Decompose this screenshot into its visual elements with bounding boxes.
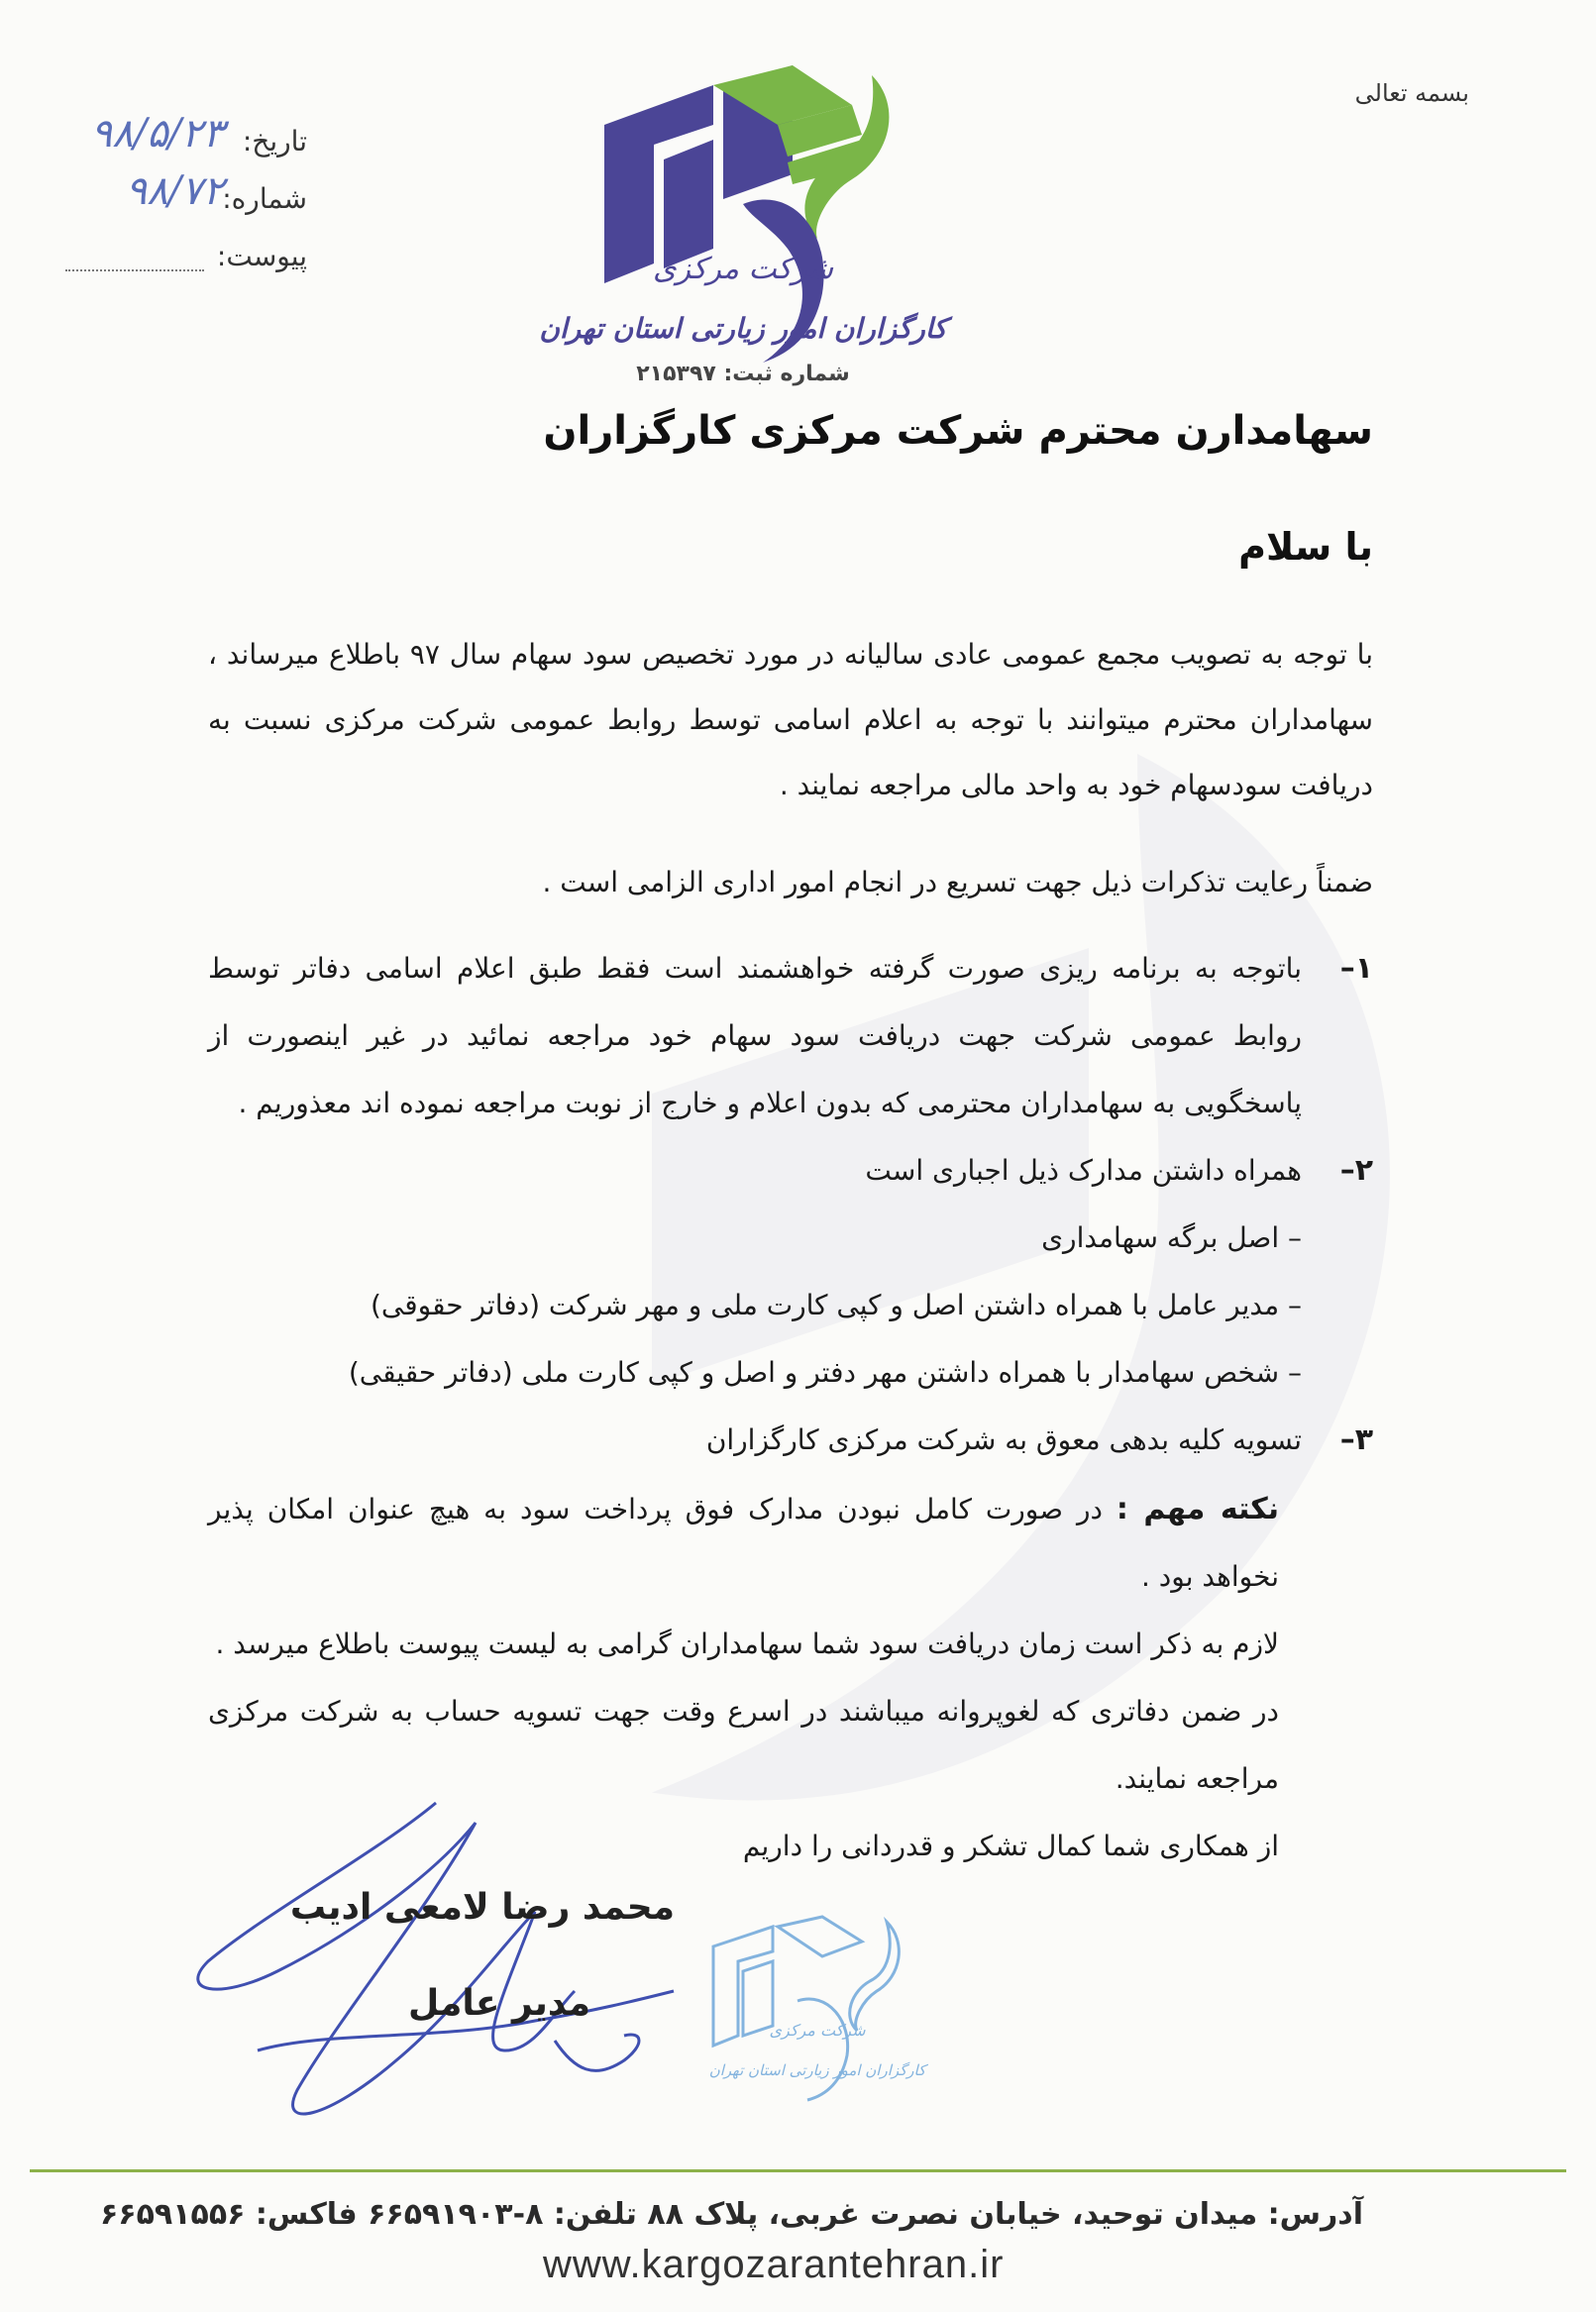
svg-text:شرکت مرکزی: شرکت مرکزی [769,2021,866,2040]
item-3-number: ۳– [1339,1422,1373,1457]
paragraph-3: لازم به ذکر است زمان دریافت سود شما سهامداران گرامی به لیست پیوست باطلاع میرسد . [215,1628,1279,1660]
logo-company-line1: شرکت مرکزی [653,252,833,286]
sub-item-3: – شخص سهامدار با همراه داشتن مهر دفتر و اصل و کپی کارت ملی (دفاتر حقیقی) [348,1356,1302,1389]
paragraph-1: با توجه به تصویب مجمع عمومی عادی سالیانه در مورد تخصیص سود سهام سال ۹۷ باطلاع میرساند ، سهامداران محترم میتوانند با توجه به اعلام اسامی توسط روابط عمومی شرکت مرکزی نسبت به دریافت سودسهام خود به واحد مالی مراجعه نمایند . [208,638,1373,801]
attachment-row [20,232,307,289]
list-item [208,1407,1373,1474]
signer-name: محمد رضا لامعی ادیب [289,1887,675,1928]
signer-title: مدیر عامل [407,1983,590,2024]
company-stamp [703,1917,931,2105]
footer-website: www.kargozarantehran.ir [543,2243,1005,2286]
number-value: ۹۸/۷۲ [125,168,224,214]
item-3-text: تسویه کلیه بدهی معوق به شرکت مرکزی کارگزاران [705,1423,1302,1456]
date-value: ۹۸/۵/۲۳ [90,111,224,157]
date-row [20,111,307,174]
svg-text:کارگزاران امور زیارتی استان ته: کارگزاران امور زیارتی استان تهران [708,2061,926,2079]
closing-line: از همکاری شما کمال تشکر و قدردانی را داریم [742,1830,1279,1862]
requirements-list [208,935,1373,1474]
invocation-text: بسمه تعالی [1354,79,1469,107]
item-1-number: ۱– [1339,951,1373,986]
attachment-blank [65,269,204,271]
logo-company-line2: کارگزاران امور زیارتی استان تهران [539,312,947,345]
letter-meta [20,111,307,289]
registration-number: شماره ثبت: ۲۱۵۳۹۷ [636,362,850,386]
list-item [208,1137,1373,1205]
letter-greeting: با سلام [1238,525,1373,569]
attachment-label: پیوست: [216,240,307,272]
item-2-number: ۲– [1339,1153,1373,1188]
company-logo [539,65,951,392]
sub-item-2: – مدیر عامل با همراه داشتن اصل و کپی کارت ملی و مهر شرکت (دفاتر حقوقی) [370,1289,1302,1321]
sub-item-1: – اصل برگه سهامداری [1041,1221,1302,1254]
note-label: نکته مهم : [1116,1492,1279,1526]
note-text: در صورت کامل نبودن مدارک فوق پرداخت سود به هیچ عنوان امکان پذیر نخواهد بود . [208,1493,1279,1593]
handwritten-signature [178,1793,693,2169]
important-note [208,1476,1279,1611]
letter-title: سهامدارن محترم شرکت مرکزی کارگزاران [543,408,1373,454]
date-label: تاریخ: [242,125,307,158]
paragraph-4: در ضمن دفاتری که لغوپروانه میباشند در اسرع وقت جهت تسویه حساب به شرکت مرکزی مراجعه نمایند. [208,1695,1279,1795]
list-item [208,935,1373,1137]
footer-divider [30,2169,1566,2172]
footer-address: آدرس: میدان توحید، خیابان نصرت غربی، پلاک ۸۸ تلفن: ۸-۶۶۵۹۱۹۰۳ فاکس: ۶۶۵۹۱۵۵۶ [99,2197,1363,2232]
number-label: شماره: [222,182,307,215]
number-row [20,168,307,232]
paragraph-2: ضمناً رعایت تذکرات ذیل جهت تسریع در انجام امور اداری الزامی است . [542,866,1373,898]
item-2-text: همراه داشتن مدارک ذیل اجباری است [865,1154,1302,1187]
item-1-text: باتوجه به برنامه ریزی صورت گرفته خواهشمند است فقط طبق اعلام اسامی دفاتر توسط روابط عمومی شرکت جهت دریافت سود سهام خود مراجعه نمائید در غیر اینصورت از پاسخگویی به سهامداران محترمی که بدون اعلام و خارج از نوبت مراجعه نموده اند معذوریم . [208,952,1302,1119]
